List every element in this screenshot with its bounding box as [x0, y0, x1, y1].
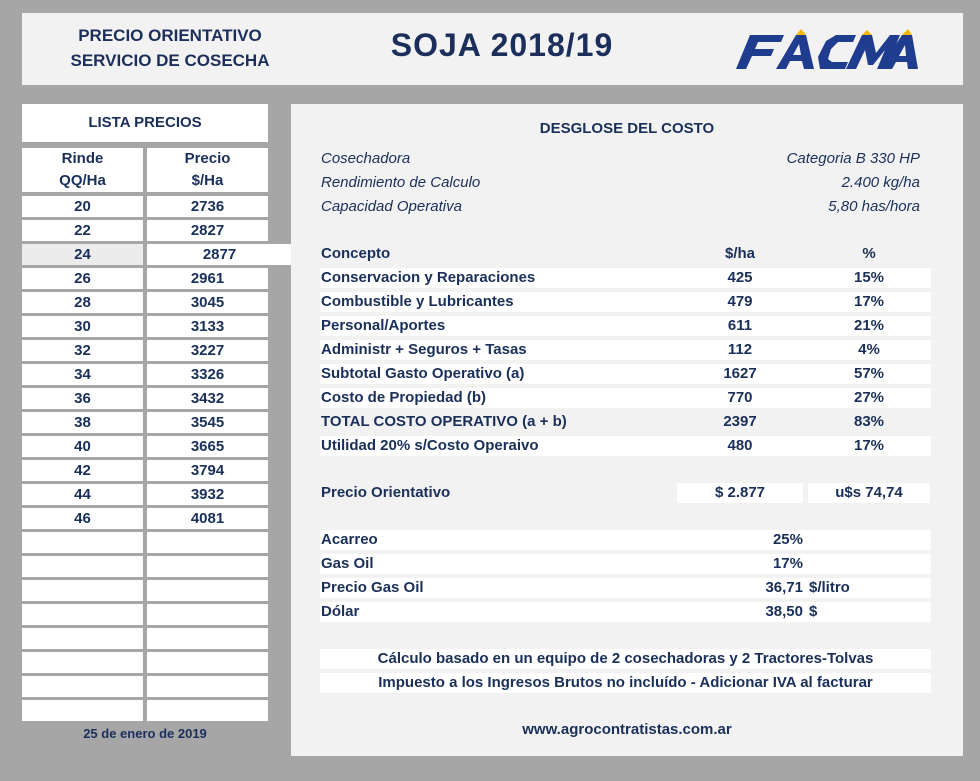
precio-cell: 3432: [147, 388, 268, 409]
param-label: Acarreo: [321, 531, 378, 548]
concepto-cell: Costo de Propiedad (b): [321, 389, 486, 406]
header-bar: [22, 13, 963, 85]
concepto-cell: Combustible y Lubricantes: [321, 293, 514, 310]
pct-cell: 4%: [808, 340, 930, 360]
valor-cell: 112: [677, 340, 803, 360]
empty-cell: [147, 556, 268, 577]
empty-cell: [147, 676, 268, 697]
precio-cell-highlighted: 2877: [147, 244, 292, 265]
concepto-cell: Subtotal Gasto Operativo (a): [321, 365, 525, 382]
precio-header-line1: Precio: [184, 150, 231, 167]
param-unit: $: [809, 603, 818, 620]
empty-cell: [147, 652, 268, 673]
precio-cell: 3545: [147, 412, 268, 433]
page-title: SOJA 2018/19: [390, 27, 614, 63]
precio-cell: 3133: [147, 316, 268, 337]
rinde-cell: 34: [22, 364, 143, 385]
info-label: Capacidad Operativa: [321, 198, 462, 215]
rinde-header-line1: Rinde: [61, 150, 104, 167]
param-label: Precio Gas Oil: [321, 579, 424, 596]
empty-cell: [22, 700, 143, 721]
info-value: 2.400 kg/ha: [841, 174, 920, 191]
empty-cell: [22, 628, 143, 649]
param-row: [320, 530, 931, 550]
rinde-cell: 22: [22, 220, 143, 241]
pct-cell: 15%: [808, 268, 930, 288]
param-label: Dólar: [321, 603, 360, 620]
note-impuesto: Impuesto a los Ingresos Brutos no incluído - Adicionar IVA al facturar: [320, 673, 931, 693]
precio-usd: u$s 74,74: [808, 483, 930, 503]
precio-cell: 2736: [147, 196, 268, 217]
valor-cell: 2397: [723, 413, 757, 430]
rinde-cell: 36: [22, 388, 143, 409]
valor-cell: 479: [677, 292, 803, 312]
rinde-cell: 46: [22, 508, 143, 529]
header-subtitle: [50, 23, 290, 73]
empty-cell: [147, 700, 268, 721]
rinde-cell-highlighted: 24: [22, 244, 143, 265]
rinde-cell: 28: [22, 292, 143, 313]
empty-cell: [147, 532, 268, 553]
rinde-cell: 32: [22, 340, 143, 361]
valor-header: $/ha: [724, 245, 755, 262]
info-value: 5,80 has/hora: [828, 198, 920, 215]
param-value: 38,50: [765, 603, 803, 620]
valor-cell: 425: [677, 268, 803, 288]
rinde-cell: 44: [22, 484, 143, 505]
valor-cell: 770: [677, 388, 803, 408]
cost-breakdown-panel: [291, 104, 963, 756]
valor-cell: 480: [677, 436, 803, 456]
empty-cell: [22, 676, 143, 697]
empty-cell: [147, 580, 268, 601]
param-value: 17%: [772, 555, 803, 572]
param-label: Gas Oil: [321, 555, 374, 572]
valor-cell: 611: [677, 316, 803, 336]
date-label: 25 de enero de 2019: [83, 726, 207, 741]
empty-cell: [22, 580, 143, 601]
info-label: Cosechadora: [321, 150, 411, 167]
precio-cell: 3227: [147, 340, 268, 361]
precio-label: Precio Orientativo: [321, 484, 451, 501]
pct-cell: 21%: [808, 316, 930, 336]
precio-cell: 2961: [147, 268, 268, 289]
pct-cell: 17%: [808, 436, 930, 456]
price-list-panel: [22, 104, 270, 746]
precio-cell: 3045: [147, 292, 268, 313]
rinde-cell: 20: [22, 196, 143, 217]
precio-pesos: $ 2.877: [677, 483, 803, 503]
pct-cell: 57%: [808, 364, 930, 384]
rinde-cell: 40: [22, 436, 143, 457]
pct-cell: 17%: [808, 292, 930, 312]
pct-cell: 83%: [853, 413, 885, 430]
concepto-cell: Utilidad 20% s/Costo Operaivo: [321, 437, 539, 454]
concepto-cell: TOTAL COSTO OPERATIVO (a + b): [321, 413, 567, 430]
param-row: [320, 554, 931, 574]
website-link[interactable]: www.agrocontratistas.com.ar: [522, 721, 732, 738]
pct-header: %: [862, 245, 876, 262]
empty-cell: [147, 604, 268, 625]
info-value: Categoria B 330 HP: [786, 150, 920, 167]
precio-cell: 3794: [147, 460, 268, 481]
precio-cell: 3326: [147, 364, 268, 385]
pct-cell: 27%: [808, 388, 930, 408]
rinde-cell: 42: [22, 460, 143, 481]
facma-logo: [722, 29, 922, 73]
rinde-cell: 38: [22, 412, 143, 433]
rinde-header: [22, 148, 143, 192]
empty-cell: [22, 652, 143, 673]
param-unit: $/litro: [809, 579, 850, 596]
precio-cell: 3665: [147, 436, 268, 457]
note-calculo: Cálculo basado en un equipo de 2 cosechadoras y 2 Tractores-Tolvas: [320, 649, 931, 669]
breakdown-title: DESGLOSE DEL COSTO: [539, 120, 715, 137]
param-value: 36,71: [765, 579, 803, 596]
valor-cell: 1627: [677, 364, 803, 384]
subtitle-line-1: PRECIO ORIENTATIVO: [78, 26, 262, 45]
concepto-cell: Personal/Aportes: [321, 317, 446, 334]
empty-cell: [22, 604, 143, 625]
param-value: 25%: [772, 531, 803, 548]
rinde-header-line2: QQ/Ha: [59, 172, 106, 189]
info-label: Rendimiento de Calculo: [321, 174, 481, 191]
precio-cell: 4081: [147, 508, 268, 529]
concepto-header: Concepto: [321, 245, 391, 262]
precio-cell: 3932: [147, 484, 268, 505]
rinde-cell: 26: [22, 268, 143, 289]
precio-cell: 2827: [147, 220, 268, 241]
concepto-cell: Administr + Seguros + Tasas: [321, 341, 527, 358]
concepto-cell: Conservacion y Reparaciones: [321, 269, 536, 286]
empty-cell: [147, 628, 268, 649]
precio-header-line2: $/Ha: [191, 172, 224, 189]
price-list-title: LISTA PRECIOS: [22, 104, 268, 142]
empty-cell: [22, 556, 143, 577]
empty-cell: [22, 532, 143, 553]
precio-header: [147, 148, 268, 192]
subtitle-line-2: SERVICIO DE COSECHA: [70, 51, 270, 70]
rinde-cell: 30: [22, 316, 143, 337]
